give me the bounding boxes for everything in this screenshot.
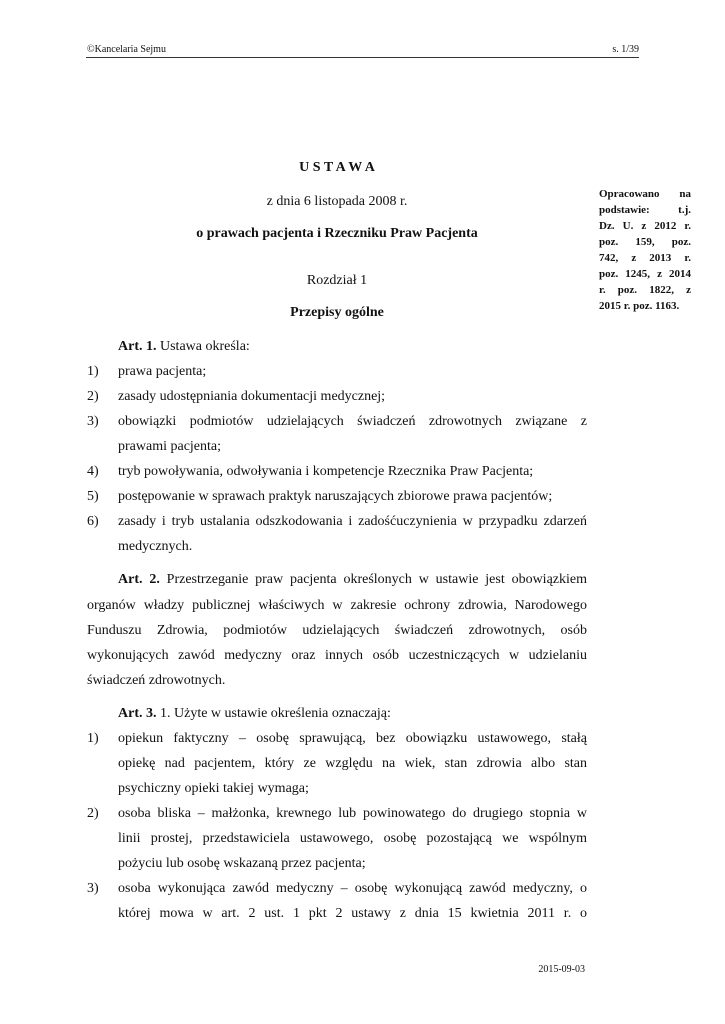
chapter-title: Przepisy ogólne [290,305,384,320]
art3-label: Art. 3. [118,706,157,721]
art2-line-last: świadczeń zdrowotnych. [87,673,226,688]
side-note-line: Dz. U. z 2012 r. [599,220,691,232]
side-note-line: Opracowano na [599,188,691,200]
act-subject: o prawach pacjenta i Rzeczniku Praw Pacjenta [196,226,478,241]
art3-item-num: 3) [87,881,99,896]
art1-item-text: zasady udostępniania dokumentacji medycznej; [118,389,386,404]
art1-item-num: 6) [87,514,99,529]
art2-first-line [118,572,587,588]
side-note-line: r. poz. 1822, z [599,284,691,296]
chapter-number: Rozdział 1 [306,273,368,288]
art1-item-text: obowiązki podmiotów udzielających świadczeń zdrowotnych związane z [118,414,587,429]
art1-item-num: 3) [87,414,99,429]
art3-item-text-cont: psychiczny opieki takiej wymaga; [118,781,309,796]
art1-item-num: 1) [87,364,99,379]
art3-item-text-cont: pożyciu lub osobę wskazaną przez pacjenta; [118,856,366,871]
art2-line: organów władzy publicznej właściwych w zakresie ochrony zdrowia, Narodowego [87,598,587,613]
art3-intro-text: 1. Użyte w ustawie określenia oznaczają: [156,706,391,721]
side-note [599,186,691,314]
art1-item-text: tryb powoływania, odwoływania i kompetencje Rzecznika Praw Pacjenta; [118,464,534,479]
art2-line: wykonujących zawód medyczny oraz innych osób uczestniczących w udzielaniu [87,648,587,663]
art3-item-num: 1) [87,731,99,746]
art3-item-num: 2) [87,806,99,821]
art1-item-text-cont: prawami pacjenta; [118,439,222,454]
art1-item-num: 2) [87,389,99,404]
footer-date: 2015-09-03 [538,964,585,975]
side-note-line: 2015 r. poz. 1163. [599,300,680,312]
art1-item-num: 5) [87,489,99,504]
act-date: z dnia 6 listopada 2008 r. [266,194,408,209]
art3-item-text: osoba wykonująca zawód medyczny – osobę wykonującą zawód medyczny, o [118,881,587,896]
art2-first-text: Przestrzeganie praw pacjenta określonych w ustawie jest obowiązkiem [159,572,587,587]
art3-intro [118,706,391,722]
side-note-line: poz. 159, poz. [599,236,691,248]
art1-item-num: 4) [87,464,99,479]
art1-item-text: zasady i tryb ustalania odszkodowania i zadośćuczynienia w przypadku zdarzeń [118,514,587,529]
art1-intro [118,339,250,355]
side-note-line: podstawie: t.j. [599,204,691,216]
side-note-line: poz. 1245, z 2014 [599,268,691,280]
header-rule [86,57,639,58]
art1-item-text: prawa pacjenta; [118,364,207,379]
art2-label: Art. 2. [118,572,160,587]
header-left: ©Kancelaria Sejmu [87,44,166,55]
art3-item-text: osoba bliska – małżonka, krewnego lub powinowatego do drugiego stopnia w [118,806,587,821]
art3-item-text-cont: opiekę nad pacjentem, który ze względu na wiek, stan zdrowia albo stan [118,756,587,771]
art3-item-text-cont: której mowa w art. 2 ust. 1 pkt 2 ustawy z dnia 15 kwietnia 2011 r. o [118,906,587,921]
side-note-line: 742, z 2013 r. [599,252,691,264]
art1-label: Art. 1. [118,339,157,354]
art2-line: Funduszu Zdrowia, podmiotów udzielających świadczeń zdrowotnych, osób [87,623,587,638]
art3-item-text: opiekun faktyczny – osobę sprawującą, bez obowiązku ustawowego, stałą [118,731,587,746]
art1-item-text-cont: medycznych. [118,539,193,554]
art3-item-text-cont: linii prostej, przedstawiciela ustawowego, osobę pozostającą we wspólnym [118,831,587,846]
page-number: s. 1/39 [612,44,639,55]
art1-intro-text: Ustawa określa: [156,339,250,354]
act-title: U S T A W A [299,160,375,175]
art1-item-text: postępowanie w sprawach praktyk naruszających zbiorowe prawa pacjentów; [118,489,553,504]
